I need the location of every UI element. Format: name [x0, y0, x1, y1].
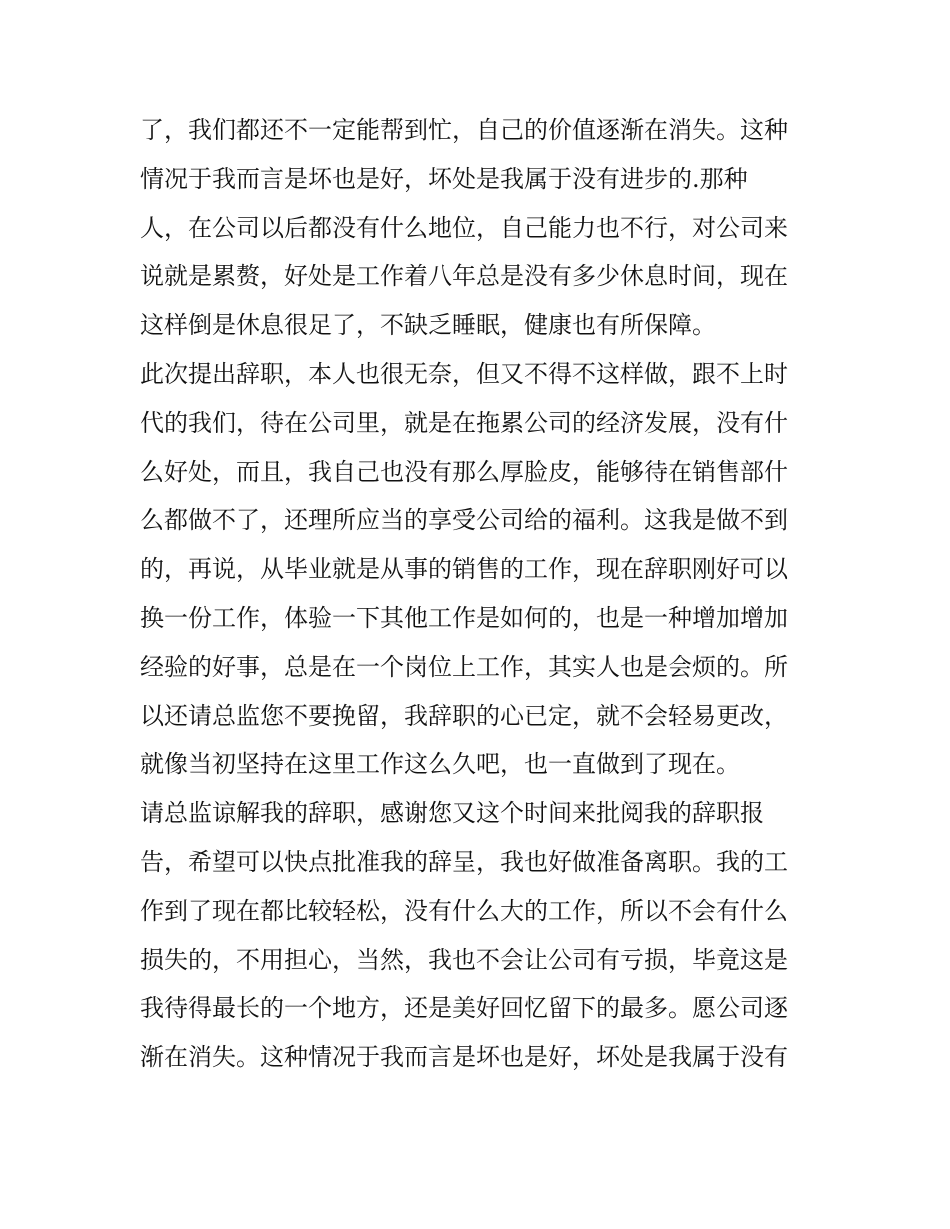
text-line: 就像当初坚持在这里工作这么久吧，也一直做到了现在。	[140, 750, 740, 779]
text-line: 说就是累赘，好处是工作着八年总是没有多少休息时间，现在	[140, 262, 788, 291]
text-line: 人，在公司以后都没有什么地位，自己能力也不行，对公司来	[140, 213, 788, 242]
text-line: 了，我们都还不一定能帮到忙，自己的价值逐渐在消失。这种	[140, 116, 788, 144]
text-line: 此次提出辞职，本人也很无奈，但又不得不这样做，跟不上时	[140, 359, 788, 388]
text-line: 损失的，不用担心，当然，我也不会让公司有亏损，毕竟这是	[140, 945, 788, 974]
text-line: 经验的好事，总是在一个岗位上工作，其实人也是会烦的。所	[140, 652, 788, 681]
body-text	[140, 106, 820, 1082]
text-line: 作到了现在都比较轻松，没有什么大的工作，所以不会有什么	[140, 896, 788, 925]
text-line: 以还请总监您不要挽留，我辞职的心已定，就不会轻易更改，	[140, 701, 788, 730]
text-line: 请总监谅解我的辞职，感谢您又这个时间来批阅我的辞职报	[140, 799, 764, 828]
text-line: 我待得最长的一个地方，还是美好回忆留下的最多。愿公司逐	[140, 994, 788, 1023]
text-line: 的，再说，从毕业就是从事的销售的工作，现在辞职刚好可以	[140, 555, 788, 584]
text-line: 么好处，而且，我自己也没有那么厚脸皮，能够待在销售部什	[140, 457, 788, 486]
text-line: 这样倒是休息很足了，不缺乏睡眠，健康也有所保障。	[140, 311, 716, 340]
text-line: 么都做不了，还理所应当的享受公司给的福利。这我是做不到	[140, 506, 788, 535]
text-line: 渐在消失。这种情况于我而言是坏也是好，坏处是我属于没有	[140, 1043, 788, 1072]
text-line: 告，希望可以快点批准我的辞呈，我也好做准备离职。我的工	[140, 847, 788, 876]
text-line: 代的我们，待在公司里，就是在拖累公司的经济发展，没有什	[140, 408, 788, 437]
text-line: 情况于我而言是坏也是好，坏处是我属于没有进步的.那种	[140, 164, 748, 193]
text-line: 换一份工作，体验一下其他工作是如何的，也是一种增加增加	[140, 603, 788, 632]
